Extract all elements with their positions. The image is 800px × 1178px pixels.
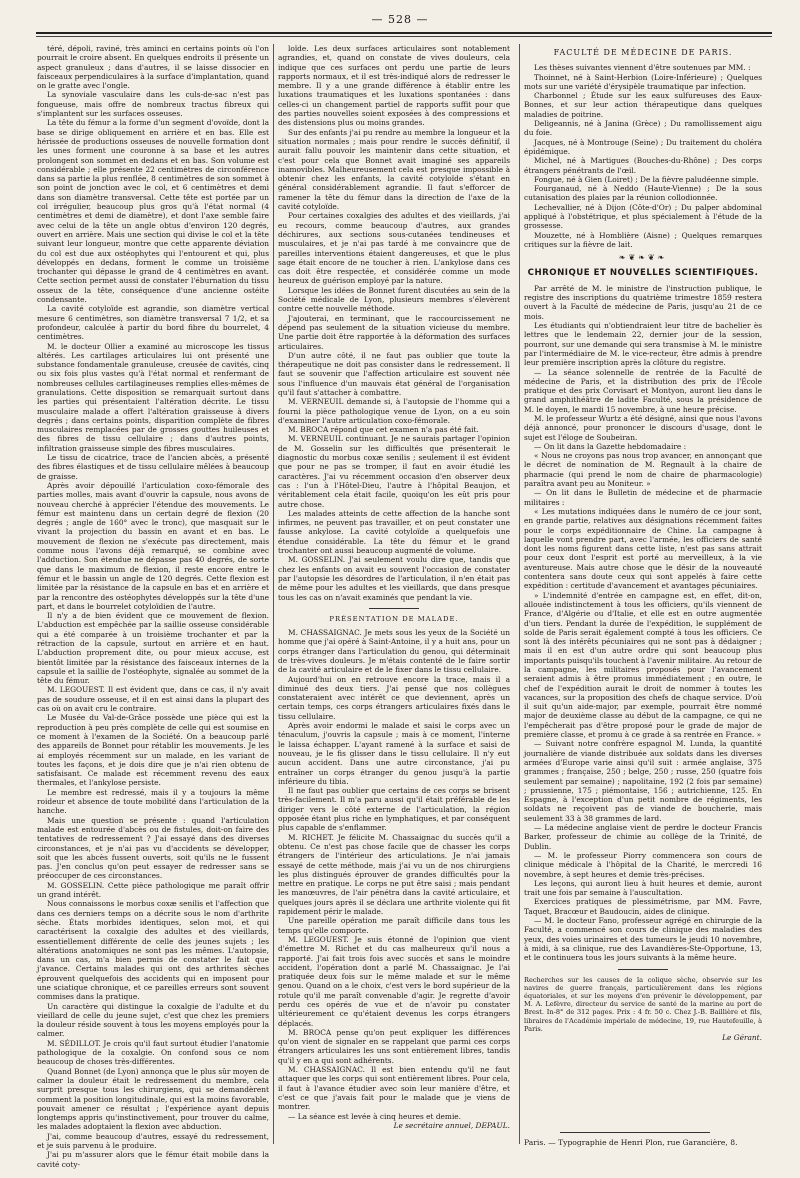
paragraph: Il ne faut pas oublier que certains de ces corps se brisent très-facilement. Il m'a paru aussi qu'il était préférable de les diriger vers le côté externe de l'articulation, la région opposée étant plus riche en lymphatiques, et par conséquent plus capable de s'enflammer. <box>278 786 510 833</box>
divider <box>369 608 419 609</box>
paragraph: La tête du fémur a la forme d'un segment d'ovoïde, dont la base se dirige obliquement en arrière et en bas. Elle est hérissée de productions osseuses de nouvelle formation dont les unes forment une couronne à sa base et les autres prolongent son sommet en dedans et en bas. Son volume est considérable ; elle présente 22 centimètres de circonférence dans sa partie la plus renflée, 8 centimètres de son sommet à son point de jonction avec le col, et 6 centimètres et demi dans son diamètre transversal. Cette tête est portée par un col irrégulier, beaucoup plus gros qu'à l'état normal (4 centimètres et demi de diamètre), et dont l'axe semble faire avec celui de la tête un angle obtus d'environ 120 degrés, ouvert en arrière. Mais une section qui divise le col et la tête suivant leur longueur, montre que cette apparente déviation du col est due aux ostéophytes qui l'entourent et qui, plus développés en dedans, forment le comme un troisième trochanter qui dépasse le grand de 4 centimètres en avant. Cette section permet aussi de constater l'éburnation du tissu osseux de la tête, conséquence d'une ancienne ostéite condensante. <box>37 118 269 305</box>
divider <box>618 969 668 970</box>
paragraph: M. BROCA pense qu'on peut expliquer les différences qu'on vient de signaler en se rappelant que parmi ces corps étrangers articulaires les uns sont entièrement libres, tandis qu'il y en a qui sont adhérents. <box>278 1027 510 1065</box>
paragraph: — On lit dans le Bulletin de médecine et de pharmacie militaires : <box>524 488 762 507</box>
paragraph: « Nous ne croyons pas nous trop avancer, en annonçant que le décret de nomination de M. Regnault à la chaire de pharmacie (qui prend le nom de chaire de pharmacologie) paraîtra avant peu au Moniteur. » <box>524 451 762 489</box>
paragraph: Le tissu de cicatrice, trace de l'ancien abcès, a présenté des fibres élastiques et de tissu cellulaire mêlées à beaucoup de graisse. <box>37 453 269 481</box>
paragraph: Le Musée du Val-de-Grâce possède une pièce qui est la reproduction à peu près complète de celle qui est soumise en ce moment à l'examen de la Société. On a beaucoup parlé des appareils de Bonnet pour rétablir les mouvements. Je les ai employés récemment sur un malade, en les variant de toutes les façons, et je dois dire que je n'ai rien obtenu de satisfaisant. Ce malade est récemment revenu des eaux thermales, et l'ankylose persiste. <box>37 713 269 788</box>
paragraph: » L'indemnité d'entrée en campagne est, en effet, dit-on, allouée indistinctement à tous les officiers, qu'ils viennent de France, d'Algérie ou d'Italie, et elle est en outre augmentée d'un tiers. Pendant la durée de l'expédition, le supplément de solde de Paris serait également compté à tous les officiers. Ce sont là des intérêts pécuniaires qui ne sont pas à dédaigner ; mais il en est d'un autre ordre qui sont beaucoup plus importants puisqu'ils touchent à l'avenir militaire. Au retour de la campagne, les militaires proposés pour l'avancement seraient admis à être promus immédiatement ; en outre, le chef de l'expédition aurait le droit de nommer à toutes les vacances, sur la proposition des chefs de chaque service. D'où il suit qu'un aide-major, par exemple, pourrait être nommé major de deuxième classe au début de la campagne, ce qui ne l'empêcherait pas d'être proposé pour le grade de major de première classe, et promu à ce grade à sa rentrée en France. » <box>524 590 762 740</box>
signature: Le secrétaire annuel, DEPAUL. <box>393 1120 510 1130</box>
paragraph: Sur des enfants j'ai pu rendre au membre la longueur et la situation normales ; mais pour rendre le succès définitif, il aurait fallu pouvoir les maintenir dans cette situation, et c'est pour cela que Bonnet avait imaginé ses appareils inamovibles. Malheureusement cela est presque impossible à obtenir chez les enfants, la cavité cotyloïde s'étant en général considérablement agrandie. Il faut s'efforcer de ramener la tête du fémur dans la direction de l'axe de la cavité cotyloïde. <box>278 127 510 212</box>
section-title: CHRONIQUE ET NOUVELLES SCIENTIFIQUES. <box>527 267 759 278</box>
paragraph: Mouzette, né à Homblière (Aisne) ; Quelques remarques critiques sur la fièvre de lait. <box>524 230 762 249</box>
paragraph: — La séance solennelle de rentrée de la Faculté de médecine de Paris, et la distribution des prix de l'École pratique et des prix Corvisart et Montyon, auront lieu dans le grand amphithéâtre de ladite Faculté, sous la présidence de M. le doyen, le mardi 15 novembre, à une heure précise. <box>524 367 762 414</box>
paragraph: Les étudiants qui n'obtiendraient leur titre de bachelier ès lettres que le lendemain 22, dernier jour de la session, pourront, sur une demande qui sera transmise à M. le ministre par l'intermédiaire de M. le vice-recteur, être admis à prendre leur première inscription après la clôture du registre. <box>524 321 762 368</box>
paragraph: Le membre est redressé, mais il y a toujours la même roideur et absence de toute mobilité dans l'articulation de la hanche. <box>37 787 269 816</box>
book-advertisement: Recherches sur les causes de la colique sèche, observée sur les navires de guerre français, particulièrement dans les régions équatoriales, et sur les moyens d'en prévenir le développement, par M. A. Lefèvre, directeur du service de santé de la marine au port de Brest. In-8° de 312 pages. Prix : 4 fr. 50 c. Chez J.-B. Baillière et fils, libraires de l'Académie impériale de médecine, 19, rue Hautefeuille, à Paris. <box>524 975 762 1033</box>
paragraph: J'ai pu m'assurer alors que le fémur était mobile dans la cavité coty- <box>37 1150 269 1169</box>
paragraph: Par arrêté de M. le ministre de l'instruction publique, le registre des inscriptions du quatrième trimestre 1859 restera ouvert à la Faculté de médecine de Paris, jusqu'au 21 de ce mois. <box>524 283 762 321</box>
paragraph: Les leçons, qui auront lieu à huit heures et demie, auront trait une fois par semaine à l'auscultation. <box>524 878 762 898</box>
paragraph: — On lit dans la Gazette hebdomadaire : <box>534 441 687 451</box>
paragraph: — La médecine anglaise vient de perdre le docteur Francis Barker, professeur de chimie au collège de la Trinité, de Dublin. <box>524 823 762 851</box>
paragraph: La cavité cotyloïde est agrandie, son diamètre vertical mesure 6 centimètres, son diamètre transversal 7 1/2, et sa profondeur, calculée à partir du bord fibre du bourrelet, 4 centimètres. <box>37 304 269 342</box>
paragraph: Exercices pratiques de plessimétrisme, par MM. Favre, Taquet, Bracœur et Baudoucin, aides de clinique. <box>524 897 762 916</box>
column-2 <box>278 44 510 1142</box>
paragraph: M. VERNEUIL demande si, à l'autopsie de l'homme qui a fourni la pièce pathologique venue de Lyon, on a eu soin d'examiner l'autre articulation coxo-fémorale. <box>278 397 510 425</box>
paragraph: Quand Bonnet (de Lyon) annonça que le plus sûr moyen de calmer la douleur était le redressement du membre, cela surprit presque tous les chirurgiens, qui se demandèrent comment la position longitudinale, qui est la moins favorable, pouvait amener ce résultat ; l'expérience ayant depuis longtemps appris qu'instinctivement, pour trouver du calme, les malades adoptaient la flexion avec abduction. <box>37 1066 269 1132</box>
paragraph: M. LEGOUEST. Je suis étonné de l'opinion que vient d'émettre M. Richet et du cas malheureux qu'il nous a rapporté. J'ai fait trois fois avec succès et sans le moindre accident, l'opération dont a parlé M. Chassaignac. Je l'ai pratiquée deux fois sur le même malade et sur le même genou. Quand on a le choix, c'est vers le bord supérieur de la rotule qu'il me paraît convenable d'agir. Je regrette d'avoir perdu ces opérés de vue et de n'avoir pu constater ultérieurement ce qu'étaient devenus les corps étrangers déplacés. <box>278 934 510 1028</box>
paragraph: J'ajouterai, en terminant, que le raccourcissement ne dépend pas seulement de la situation vicieuse du membre. Une partie doit être rapportée à la déformation des surfaces articulaires. <box>278 313 510 351</box>
paragraph: Lorsque les idées de Bonnet furent discutées au sein de la Société médicale de Lyon, plusieurs membres s'élevèrent contre cette nouvelle méthode. <box>278 285 510 314</box>
paragraph: M. GOSSELIN. Cette pièce pathologique me paraît offrir un grand intérêt. <box>37 880 269 900</box>
paragraph: Après avoir dépouillé l'articulation coxo-fémorale des parties molles, mais avant d'ouvrir la capsule, nous avons de nouveau cherché à apprécier l'étendue des mouvements. Le fémur est maintenu dans un certain degré de flexion (20 degrés ; angle de 160° avec le tronc), que masquait sur le vivant la projection du bassin en avant et en bas. Le mouvement de flexion ne s'exécute pas directement, mais comme nous l'avons déjà remarqué, se combine avec l'adduction. Son étendue ne dépasse pas 40 degrés, de sorte que dans le maximum de flexion, il reste encore entre le fémur et le bassin un angle de 120 degrés. Cette flexion est limitée par la résistance de la capsule en bas et en arrière et par la rencontre des ostéophytes développés sur la tête d'une part, et dans le bourrelet cotyloïdien de l'autre. <box>37 480 269 611</box>
paragraph: Aujourd'hui on en retrouve encore la trace, mais il a diminué des deux tiers. J'ai pensé que nos collègues constateraient avec intérêt ce que deviennent, après un certain temps, ces corps étrangers articulaires fixés dans le tissu cellulaire. <box>278 674 510 721</box>
imprint: Paris. — Typographie de Henri Plon, rue Garancière, 8. <box>524 1138 738 1147</box>
ornament-divider: ❧❦❧❦❧ <box>618 253 668 263</box>
paragraph: D'un autre côté, il ne faut pas oublier que toute la thérapeutique ne doit pas consister dans le redressement. Il faut se souvenir que l'affection articulaire est souvent née sous l'influence d'un mauvais état général de l'organisation qu'il faut s'attacher à combattre. <box>278 350 510 397</box>
paragraph: M. SÉDILLOT. Je crois qu'il faut surtout étudier l'anatomie pathologique de la coxalgie. On confond sous ce nom beaucoup de choses très-différentes. <box>37 1038 269 1067</box>
paragraph: M. CHASSAIGNAC. Il est bien entendu qu'il ne faut attaquer que les corps qui sont entièrement libres. Pour cela, il faut à l'avance étudier avec soin leur manière d'être, et c'est ce que j'avais fait pour le malade que je viens de montrer. <box>278 1065 510 1112</box>
paragraph: loïde. Les deux surfaces articulaires sont notablement agrandies, et, quand on constate de vives douleurs, cela indique que ces surfaces ont perdu une partie de leurs rapports normaux, et il est très-indiqué alors de redresser le membre. Il y a une grande différence à établir entre les luxations traumatiques et les luxations spontanées : dans celles-ci un changement partiel de rapports suffit pour que des parties nouvelles soient exposées à des compressions et des distensions plus ou moins grandes. <box>278 44 510 128</box>
paragraph: Thoinnet, né à Saint-Herbion (Loire-Inférieure) ; Quelques mots sur une variété d'érysipèle traumatique par infection. <box>524 72 762 91</box>
gerant-label: Le Gérant. <box>722 1032 762 1042</box>
column-separator <box>519 44 520 1144</box>
paragraph: Les thèses suivantes viennent d'être soutenues par MM. : <box>534 63 751 73</box>
paragraph: Mais une question se présente : quand l'articulation malade est entourée d'abcès ou de fistules, doit-on faire des tentatives de redressement ? J'ai essayé dans des diverses circonstances, et je n'ai pas vu d'accidents se développer, soit que les abcès fussent ouverts, soit qu'ils ne le fussent pas. J'en conclus qu'on peut essayer de redresser sans se préoccuper de ces circonstances. <box>37 815 269 881</box>
paragraph: — La séance est levée à cinq heures et demie. <box>288 1111 462 1121</box>
faculty-heading: FACULTÉ DE MÉDECINE DE PARIS. <box>553 48 733 57</box>
column-1 <box>37 44 269 1169</box>
paragraph: Fourganaud, né à Neddo (Haute-Vienne) ; De la sous cutanisation des plaies par la réunion collodionnée. <box>524 184 762 203</box>
paragraph: M. GOSSELIN. J'ai seulement voulu dire que, tandis que chez les enfants on avait eu souvent l'occasion de constater par l'autopsie les désordres de l'articulation, il n'en était pas de même pour les adultes et les vieillards, que dans presque tous les cas on n'avait examinés que pendant la vie. <box>278 555 510 602</box>
header-rule-thin <box>36 36 772 37</box>
paragraph: Un caractère qui distingue la coxalgie de l'adulte et du vieillard de celle du jeune sujet, c'est que chez les premiers la douleur réside souvent à tous les moyens employés pour la calmer. <box>37 1001 269 1039</box>
paragraph: Après avoir endormi le malade et saisi le corps avec un ténaculum, j'ouvris la capsule ; mais à ce moment, l'interne le laissa échapper. L'ayant ramené à la surface et saisi de nouveau, je le fis glisser dans le tissu cellulaire. Il n'y eut aucun accident. Dans une autre circonstance, j'ai pu entraîner un corps étranger du genou jusqu'à la partie inférieure du tibia. <box>278 721 510 786</box>
paragraph: Nous connaissons le morbus coxæ senilis et l'affection que dans ces derniers temps on a décrite sous le nom d'arthrite sèche. États morbides identiques, selon moi, et qui caractérisent la coxalgie des adultes et des vieillards, essentiellement différente de celle des jeunes sujets ; les altérations anatomiques ne sont pas les mêmes. L'autopsie, dans un cas, m'a bien permis de constater le fait que j'avance. Certains malades qui ont des arthrites sèches éprouvent quelquefois des accidents qui en imposent pour une sciatique chronique, et ce pareilles erreurs sont souvent commises dans la pratique. <box>37 899 269 1002</box>
paragraph: La synoviale vasculaire dans les culs-de-sac n'est pas fongueuse, mais offre de nombreux tractus fibreux qui s'implantent sur les surfaces osseuses. <box>37 90 269 119</box>
page-number: — 528 — <box>371 13 429 26</box>
paragraph: J'ai, comme beaucoup d'autres, essayé du redressement, et je suis parvenu à le produire. <box>37 1131 269 1151</box>
header-rule <box>36 32 772 34</box>
column-3 <box>524 44 762 1142</box>
paragraph: Jacques, né à Montrouge (Seine) ; Du traitement du choléra épidémique. <box>524 137 762 156</box>
paragraph: Michel, né à Martigues (Bouches-du-Rhône) ; Des corps étrangers pénétrants de l'œil. <box>524 156 762 175</box>
paragraph: M. VERNEUIL continuant. Je ne saurais partager l'opinion de M. Gosselin sur les difficultés que présenterait le diagnostic du morbus coxæ senilis ; seulement il est évident que pour ne pas se tromper, il faut en avoir étudié les caractères. J'ai vu récemment occasion d'en observer deux cas : l'un à l'Hôtel-Dieu, l'autre à l'hôpital Beaujon, et véritablement cela était facile, quoiqu'on les eût pris pour autre chose. <box>278 434 510 509</box>
paragraph: Charbonnel ; Étude sur les eaux sulfureuses des Eaux-Bonnes, et sur leur action thérapeutique dans quelques maladies de poitrine. <box>524 91 762 119</box>
column-separator <box>273 44 274 1144</box>
paragraph: M. RICHET. Je félicite M. Chassaignac du succès qu'il a obtenu. Ce n'est pas chose facile que de chasser les corps étrangers de l'intérieur des articulations. Je n'ai jamais essayé de cette méthode, mais j'ai vu un de nos chirurgiens les plus distingués éprouver de grandes difficultés pour la mettre en pratique. Le corps ne put être saisi ; mais pendant les manœuvres, de l'air pénétra dans la cavité articulaire, et quelques jours après il se déclara une arthrite violente qui fit rapidement périr le malade. <box>278 832 510 917</box>
paragraph: Fongue, né à Gien (Loiret) ; De la fièvre paludéenne simple. <box>534 174 759 184</box>
paragraph: M. le professeur Wurtz a été désigné, ainsi que nous l'avons déjà annoncé, pour prononcer le discours d'usage, dont le sujet est l'éloge de Soubeiran. <box>524 413 762 442</box>
footer-rule <box>560 1132 710 1133</box>
subsection-heading: PRÉSENTATION DE MALADE. <box>329 614 459 623</box>
paragraph: — M. le docteur Fano, professeur agrégé en chirurgie de la Faculté, a commencé son cours de clinique des maladies des yeux, des voies urinaires et des tumeurs le jeudi 10 novembre, à midi, à sa clinique, rue des Lavandières-Ste-Opportune, 13, et le continuera tous les jours suivants à la même heure. <box>524 916 762 963</box>
paragraph: — M. le professeur Piorry commencera son cours de clinique médicale à l'hôpital de la Charité, le mercredi 16 novembre, à sept heures et demie très-précises. <box>524 850 762 879</box>
paragraph: Deligeannis, né à Janina (Grèce) ; Du ramollissement aigu du foie. <box>524 119 762 138</box>
paragraph: M. le docteur Ollier a examiné au microscope les tissus altérés. Les cartilages articulaires lui ont présenté une substance fondamentale granuleuse, creusée de cavités, cinq ou six fois plus vastes qu'à l'état normal et renfermant de nombreuses cellules cartilagineuses remplies elles-mêmes de granulations. Cette disposition se remarquait surtout dans les parties qui présentaient l'altération décrite. Le tissu musculaire malade a offert l'altération graisseuse à divers degrés ; dans certains points, disparition complète de fibres musculaires remplacées par de grosses gouttes huileuses et des fibres de tissu cellulaire ; dans d'autres points, infiltration graisseuse simple des fibres musculaires. <box>37 341 269 453</box>
paragraph: M. CHASSAIGNAC. Je mets sous les yeux de la Société un homme que j'ai opéré à Saint-Antoine, il y a huit ans, pour un corps étranger dans l'articulation du genou, qui déterminait de très-vives douleurs. Je m'étais contenté de le faire sortir de la cavité articulaire et de le fixer dans le tissu cellulaire. <box>278 628 510 675</box>
paragraph: Il n'y a de bien évident que ce mouvement de flexion. L'abduction est empêchée par la saillie osseuse considérable qui a été comparée à un troisième trochanter et par la rétraction de la capsule, surtout en arrière et en haut. L'abduction proprement dite, ou pour mieux accuse, est bientôt limitée par la résistance des faisceaux internes de la capsule et la saillie de l'ostéophyte, signalée au sommet de la tête du fémur. <box>37 611 269 686</box>
paragraph: « Les mutations indiquées dans le numéro de ce jour sont, en grande partie, relatives aux désignations récemment faites pour le corps expéditionnaire de Chine. La campagne à laquelle vont prendre part, avec l'armée, les officiers de santé dont les noms figurent dans cette liste, n'est pas sans attrait pour ceux dont l'esprit est porté au merveilleux, à la vie aventureuse. Mais autre chose que le désir de la nouveauté contentera sans doute ceux qui sont appelés à faire cette expédition : certitude d'avancement et avantages pécuniaires. <box>524 506 762 591</box>
paragraph: M. LEGOUEST. Il est évident que, dans ce cas, il n'y avait pas de soudure osseuse, et il en est ainsi dans la plupart des cas où on avait cru le contraire. <box>37 685 269 714</box>
paragraph: Les malades atteints de cette affection de la hanche sont infirmes, ne peuvent pas travailler, et on peut constater une fausse ankylose. La cavité cotyloïde a quelquefois une étendue considérable. La tête du fémur et le grand trochanter ont aussi beaucoup augmenté de volume. <box>278 508 510 556</box>
paragraph: M. BROCA répond que cet examen n'a pas été fait. <box>288 425 479 435</box>
paragraph: — Suivant notre confrère espagnol M. Lunda, la quantité journalière de viande distribuée aux soldats dans les diverses armées d'Europe varie ainsi qu'il suit : armée anglaise, 375 grammes ; française, 250 ; belge, 250 ; russe, 250 (quatre fois seulement par semaine) ; napolitaine, 192 (2 fois par semaine) ; prussienne, 175 ; piémontaise, 156 ; autrichienne, 125. En Espagne, à l'exception d'un petit nombre de régiments, les soldats ne reçoivent pas de viande de boucherie, mais seulement 33 à 38 grammes de lard. <box>524 739 762 823</box>
paragraph: téré, dépoli, raviné, très aminci en certains points où l'on pourrait le croire absent. En quelques endroits il présente un aspect granuleux ; dans d'autres, il se laisse dissocier en faisceaux perpendiculaires à la surface d'implantation, quand on le gratte avec l'ongle. <box>37 44 269 91</box>
paragraph: Pour certaines coxalgies des adultes et des vieillards, j'ai eu recours, comme beaucoup d'autres, aux grandes déchirures, aux sections sous-cutanées tendineuses et musculaires, et je n'ai pas tardé à me convaincre que de pareilles interventions étaient dangereuses, et que le plus sage était encore de ne toucher à rien. L'ankylose dans ces cas doit être respectée, et considérée comme un mode heureux de guérison employé par la nature. <box>278 211 510 286</box>
paragraph: Une pareille opération me paraît difficile dans tous les temps qu'elle comporte. <box>278 916 510 935</box>
paragraph: Lechevallier, né à Dijon (Côte-d'Or) ; Du palper abdominal appliqué à l'obstétrique, et plus spécialement à l'étude de la grossesse. <box>524 202 762 231</box>
